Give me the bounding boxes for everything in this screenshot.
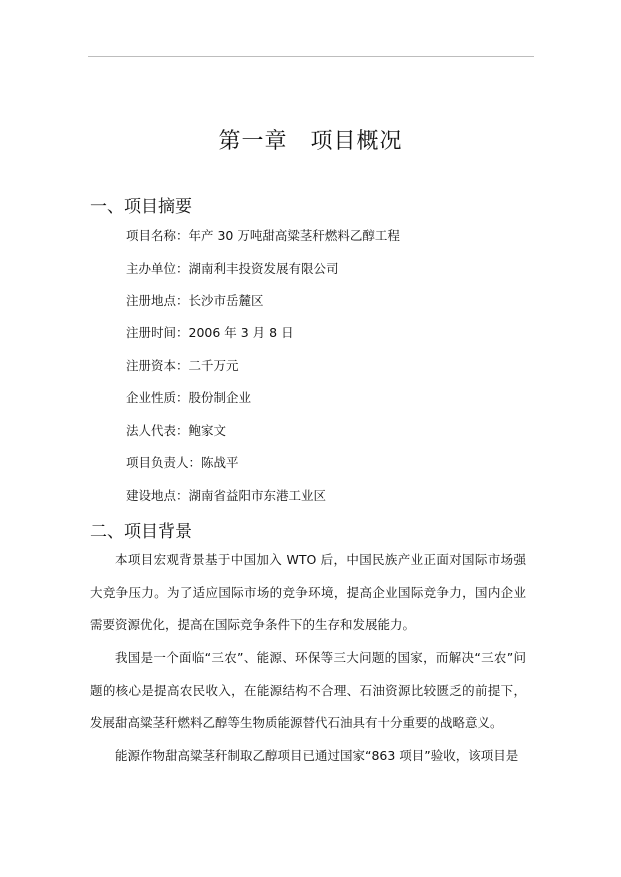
field-registered-date: 注册时间：2006 年 3 月 8 日: [126, 325, 294, 340]
background-paragraph-2: 我国是一个面临“三农”、能源、环保等三大问题的国家，而解决“三农”问题的核心是提高农民收入，在能源结构不合理、石油资源比较匮乏的前提下，发展甜高粱茎秆燃料乙醇等生物质能源替代石油具有十分重要的战略意义。: [90, 650, 526, 730]
field-registered-capital: 注册资本：二千万元: [126, 358, 239, 373]
field-project-lead: 项目负责人：陈战平: [126, 455, 239, 470]
section-heading-background: 二、项目背景: [90, 522, 192, 542]
field-sponsor: 主办单位：湖南利丰投资发展有限公司: [126, 261, 339, 276]
field-legal-representative: 法人代表：鲍家文: [126, 423, 227, 438]
header-rule: [88, 56, 534, 57]
field-enterprise-type: 企业性质：股份制企业: [126, 390, 252, 405]
background-paragraph-1: 本项目宏观背景基于中国加入 WTO 后，中国民族产业正面对国际市场强大竞争压力。为了适应国际市场的竞争环境，提高企业国际竞争力，国内企业需要资源优化，提高在国际竞争条件下的生存和发展能力。: [90, 552, 526, 632]
background-paragraph-3: 能源作物甜高粱茎秆制取乙醇项目已通过国家“863 项目”验收，该项目是: [115, 748, 519, 763]
field-registered-place: 注册地点：长沙市岳麓区: [126, 293, 264, 308]
chapter-title: 第一章 项目概况: [218, 129, 403, 154]
field-project-name: 项目名称：年产 30 万吨甜高粱茎秆燃料乙醇工程: [126, 228, 400, 243]
section-heading-summary: 一、项目摘要: [90, 197, 192, 217]
field-construction-site: 建设地点：湖南省益阳市东港工业区: [126, 488, 327, 503]
